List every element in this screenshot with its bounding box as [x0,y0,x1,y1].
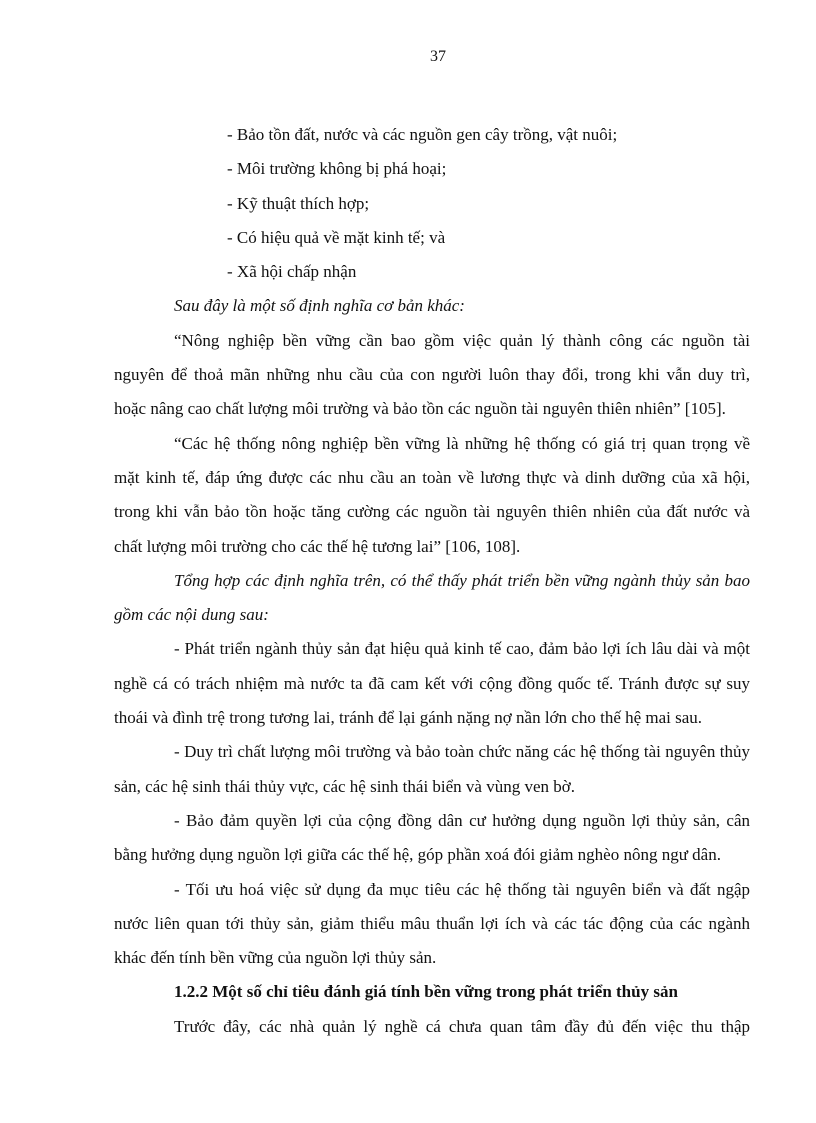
item3-line: bằng hưởng dụng nguồn lợi giữa các thế hệ, góp phần xoá đói giảm nghèo nông ngư dân. [114,845,721,865]
bullet-environment: - Môi trường không bị phá hoại; [227,159,447,179]
page-body [114,118,750,1044]
quote2-line: mặt kinh tế, đáp ứng được các nhu cầu an toàn về lương thực và dinh dưỡng của xã hội, [114,467,750,487]
page-number: 37 [430,48,446,65]
bullet-technology: - Kỹ thuật thích hợp; [227,193,370,213]
item2-line: sản, các hệ sinh thái thủy vực, các hệ sinh thái biển và vùng ven bờ. [114,776,576,796]
quote1-line: hoặc nâng cao chất lượng môi trường và bảo tồn các nguồn tài nguyên thiên nhiên” [105]. [114,399,726,419]
item1-line: nghề cá có trách nhiệm mà nước ta đã cam kết với cộng đồng quốc tế. Tránh được sự suy [114,673,750,693]
quote2-line: chất lượng môi trường cho các thế hệ tương lai” [106, 108]. [114,536,521,556]
definitions-intro: Sau đây là một số định nghĩa cơ bản khác: [174,296,465,316]
item4-line: - Tối ưu hoá việc sử dụng đa mục tiêu các hệ thống tài nguyên biển và đất ngập [174,879,750,899]
quote1-line: “Nông nghiệp bền vững cần bao gồm việc quản lý thành công các nguồn tài [174,330,750,350]
last-paragraph-line: Trước đây, các nhà quản lý nghề cá chưa quan tâm đầy đủ đến việc thu thập [174,1016,750,1036]
summary-line: gồm các nội dung sau: [114,605,269,625]
bullet-conservation: - Bảo tồn đất, nước và các nguồn gen cây trồng, vật nuôi; [227,125,618,144]
bullet-economic: - Có hiệu quả về mặt kinh tế; và [227,227,446,247]
quote2-line: trong khi vẫn bảo tồn hoặc tăng cường các nguồn tài nguyên thiên nhiên của đất nước và [114,502,750,522]
item4-line: khác đến tính bền vững của nguồn lợi thủy sản. [114,948,437,968]
summary-line: Tổng hợp các định nghĩa trên, có thể thấy phát triển bền vững ngành thủy sản bao [174,570,750,590]
bullet-social: - Xã hội chấp nhận [227,262,357,282]
item4-line: nước liên quan tới thủy sản, giảm thiểu mâu thuẩn lợi ích và các tác động của các ngành [114,913,750,933]
section-heading: 1.2.2 Một số chỉ tiêu đánh giá tính bền vững trong phát triển thủy sản [174,982,678,1002]
item2-line: - Duy trì chất lượng môi trường và bảo toàn chức năng các hệ thống tài nguyên thủy [174,742,750,762]
item1-line: thoái và đình trệ trong tương lai, tránh để lại gánh nặng nợ nần lớn cho thế hệ mai sau. [114,708,703,728]
item3-line: - Bảo đảm quyền lợi của cộng đồng dân cư hưởng dụng nguồn lợi thủy sản, cân [174,810,750,830]
item1-line: - Phát triển ngành thủy sản đạt hiệu quả kinh tế cao, đảm bảo lợi ích lâu dài và một [174,639,750,659]
quote2-line: “Các hệ thống nông nghiệp bền vững là những hệ thống có giá trị quan trọng về [174,433,750,453]
quote1-line: nguyên để thoả mãn những nhu cầu của con người luôn thay đổi, trong khi vẫn duy trì, [114,365,750,385]
